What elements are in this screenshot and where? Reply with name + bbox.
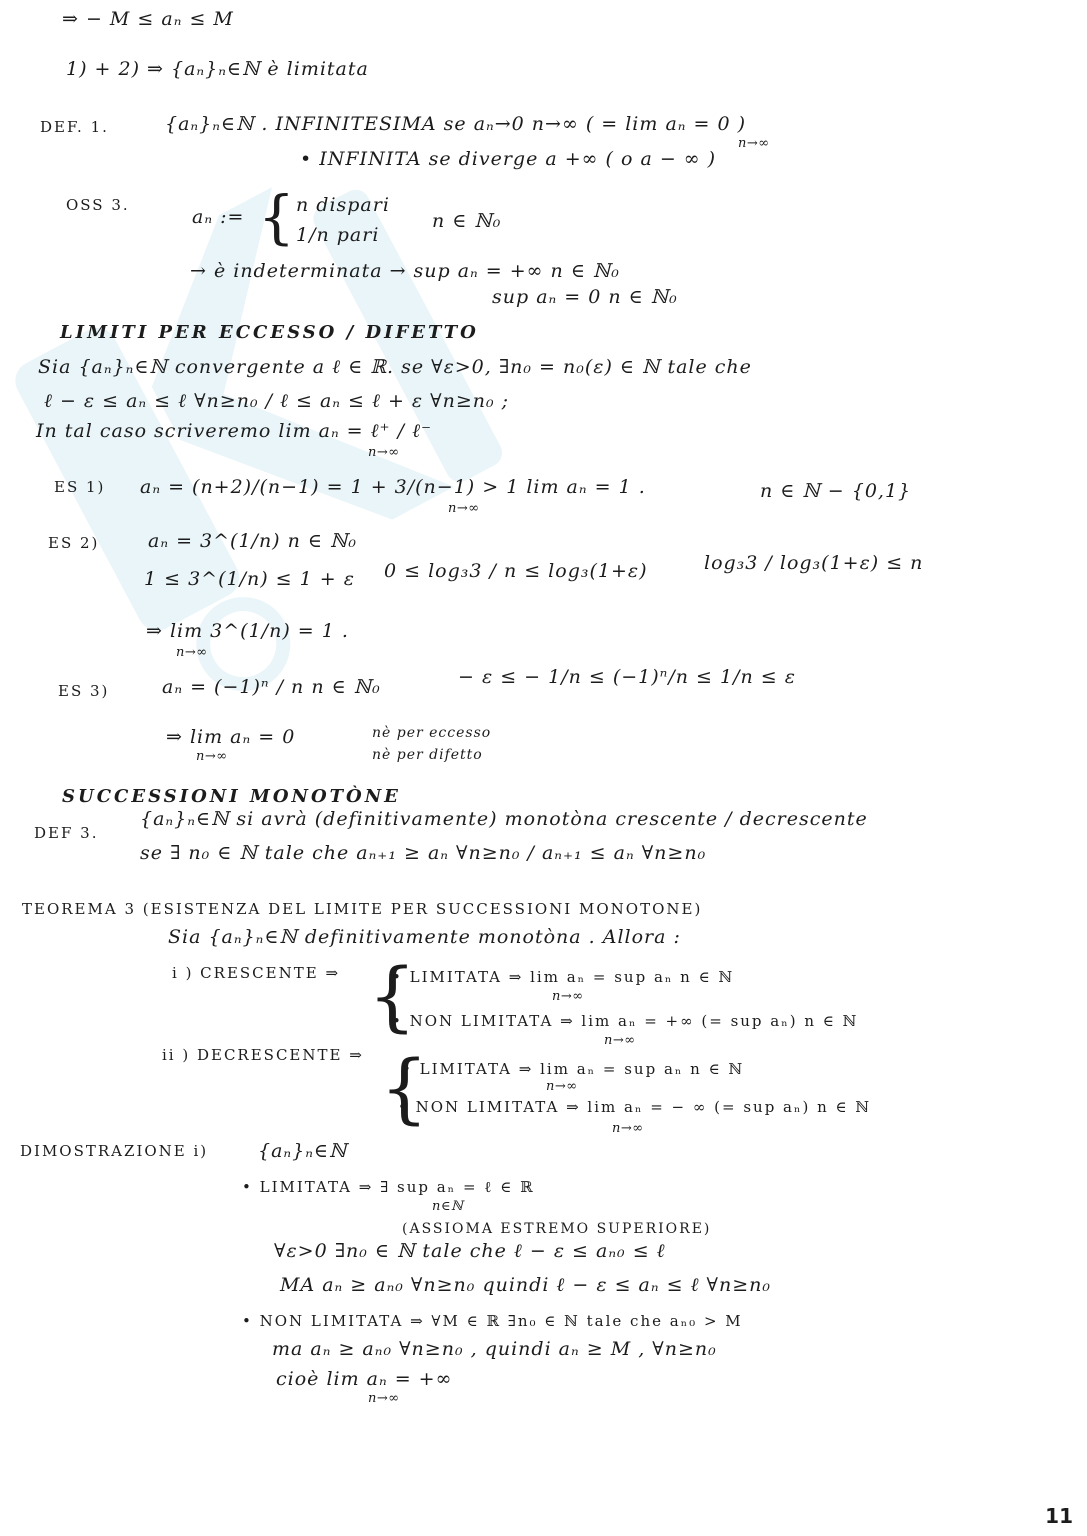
theorem3-case2-bounded: • LIMITATA ⇒ lim aₙ = sup aₙ n ∈ ℕ <box>402 1060 745 1078</box>
es2-limit: ⇒ lim 3^(1/n) = 1 . <box>146 620 349 642</box>
def3-line1: {aₙ}ₙ∈ℕ si avrà (definitivamente) monotòna crescente / decrescente <box>140 808 868 830</box>
oss3-def: aₙ := <box>192 206 245 228</box>
def1-infinite: • INFINITA se diverge a +∞ ( o a − ∞ ) <box>300 148 717 170</box>
def1-label: DEF. 1. <box>40 118 109 136</box>
es3-sub: n→∞ <box>196 749 228 764</box>
def3-line2: se ∃ n₀ ∈ ℕ tale che aₙ₊₁ ≥ aₙ ∀n≥n₀ / aₙ₊₁ ≤ aₙ ∀n≥n₀ <box>140 842 707 864</box>
limits-def-line2: ℓ − ε ≤ aₙ ≤ ℓ ∀n≥n₀ / ℓ ≤ aₙ ≤ ℓ + ε ∀n≥n₀ ; <box>44 390 510 412</box>
oss3-brace: { <box>258 183 295 251</box>
es1-label: ES 1) <box>54 478 106 496</box>
es1-sub: n→∞ <box>448 501 480 516</box>
theorem3-case1-unbounded: • NON LIMITATA ⇒ lim aₙ = +∞ (= sup aₙ) n ∈ ℕ <box>392 1012 859 1030</box>
oss3-odd: n dispari <box>296 194 390 216</box>
es3-defect: nè per difetto <box>372 747 483 763</box>
proof-unbounded: • NON LIMITATA ⇒ ∀M ∈ ℝ ∃n₀ ∈ ℕ tale che aₙ₀ > M <box>242 1312 743 1330</box>
proof-bounded-sub: n∈ℕ <box>432 1199 464 1214</box>
oss3-label: OSS 3. <box>66 196 130 214</box>
theorem3-case1-sub: n→∞ <box>552 989 584 1004</box>
limits-def-line1: Sia {aₙ}ₙ∈ℕ convergente a ℓ ∈ ℝ. se ∀ε>0, ∃n₀ = n₀(ε) ∈ ℕ tale che <box>38 356 752 378</box>
theorem3-case2-sub: n→∞ <box>546 1079 578 1094</box>
es2-formula: aₙ = 3^(1/n) n ∈ ℕ₀ <box>148 530 357 552</box>
theorem3-case2-unbounded-sub: n→∞ <box>612 1121 644 1136</box>
theorem3-case1-unbounded-sub: n→∞ <box>604 1033 636 1048</box>
def1-limit-sub: n→∞ <box>738 136 770 151</box>
proof-bounded: • LIMITATA ⇒ ∃ sup aₙ = ℓ ∈ ℝ <box>242 1178 535 1196</box>
section-heading-monotone: SUCCESSIONI MONOTÒNE <box>62 786 401 807</box>
section-heading-limits: LIMITI PER ECCESSO / DIFETTO <box>60 322 479 343</box>
proof-sequence: {aₙ}ₙ∈ℕ <box>258 1140 348 1162</box>
oss3-even: 1/n pari <box>296 224 380 246</box>
es3-ineq: − ε ≤ − 1/n ≤ (−1)ⁿ/n ≤ 1/n ≤ ε <box>458 666 796 688</box>
theorem3-case2: ii ) DECRESCENTE ⇒ <box>162 1046 364 1064</box>
theorem3-case1: i ) CRESCENTE ⇒ <box>172 964 341 982</box>
def3-label: DEF 3. <box>34 824 99 842</box>
proof-conclusion-sub: n→∞ <box>368 1391 400 1406</box>
es3-excess: nè per eccesso <box>372 725 492 741</box>
proof-axiom: (ASSIOMA ESTREMO SUPERIORE) <box>402 1221 712 1237</box>
es2-ineq: 1 ≤ 3^(1/n) ≤ 1 + ε <box>144 568 355 590</box>
es3-label: ES 3) <box>58 682 110 700</box>
proof-epsilon: ∀ε>0 ∃n₀ ∈ ℕ tale che ℓ − ε ≤ aₙ₀ ≤ ℓ <box>274 1240 666 1262</box>
proof-unbounded-step: ma aₙ ≥ aₙ₀ ∀n≥n₀ , quindi aₙ ≥ M , ∀n≥n₀ <box>272 1338 717 1360</box>
oss3-indeterminate: → è indeterminata → sup aₙ = +∞ n ∈ ℕ₀ <box>190 260 620 282</box>
oss3-sup: sup aₙ = 0 n ∈ ℕ₀ <box>492 286 678 308</box>
theorem3-case2-unbounded: • NON LIMITATA ⇒ lim aₙ = − ∞ (= sup aₙ) n ∈ ℕ <box>398 1098 872 1116</box>
theorem3-statement: Sia {aₙ}ₙ∈ℕ definitivamente monotòna . Allora : <box>168 926 681 948</box>
theorem3-case1-brace: { <box>368 951 417 1040</box>
oss3-domain: n ∈ ℕ₀ <box>432 210 502 232</box>
proof-label: DIMOSTRAZIONE i) <box>20 1142 209 1160</box>
limits-def-sub: n→∞ <box>368 445 400 460</box>
es3-limit: ⇒ lim aₙ = 0 <box>166 726 296 748</box>
line-bounded-conclusion: 1) + 2) ⇒ {aₙ}ₙ∈ℕ è limitata <box>66 58 369 80</box>
es2-log-ineq: 0 ≤ log₃3 / n ≤ log₃(1+ε) <box>384 560 648 582</box>
es1-domain: n ∈ ℕ − {0,1} <box>760 480 912 502</box>
limits-def-line3: In tal caso scriveremo lim aₙ = ℓ⁺ / ℓ⁻ <box>36 420 433 442</box>
es2-label: ES 2) <box>48 534 100 552</box>
theorem3-case1-bounded: • LIMITATA ⇒ lim aₙ = sup aₙ n ∈ ℕ <box>392 968 735 986</box>
page-number: 11 <box>1045 1504 1073 1528</box>
es1-formula: aₙ = (n+2)/(n−1) = 1 + 3/(n−1) > 1 lim aₙ = 1 . <box>140 476 646 498</box>
proof-monotone: MA aₙ ≥ aₙ₀ ∀n≥n₀ quindi ℓ − ε ≤ aₙ ≤ ℓ ∀n≥n₀ <box>280 1274 771 1296</box>
line-bound: ⇒ − M ≤ aₙ ≤ M <box>62 8 234 30</box>
def1-infinitesimal: {aₙ}ₙ∈ℕ . INFINITESIMA se aₙ→0 n→∞ ( = lim aₙ = 0 ) <box>165 113 747 135</box>
es2-sub: n→∞ <box>176 645 208 660</box>
theorem3-case2-brace: { <box>380 1043 429 1132</box>
theorem3-title: TEOREMA 3 (ESISTENZA DEL LIMITE PER SUCCESSIONI MONOTONE) <box>22 900 703 918</box>
es2-log-ratio: log₃3 / log₃(1+ε) ≤ n <box>704 552 924 574</box>
proof-conclusion: cioè lim aₙ = +∞ <box>276 1368 453 1390</box>
es3-formula: aₙ = (−1)ⁿ / n n ∈ ℕ₀ <box>162 676 381 698</box>
